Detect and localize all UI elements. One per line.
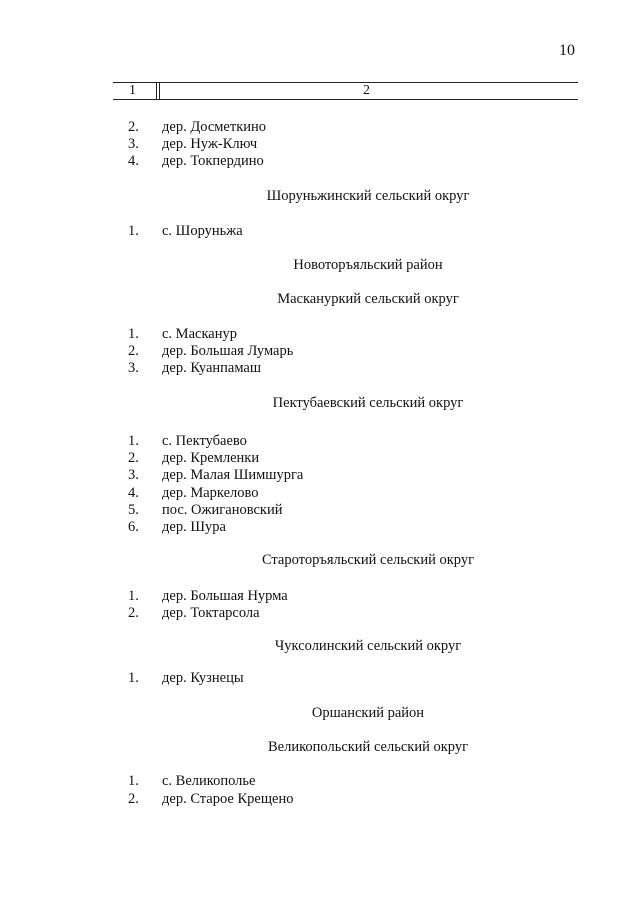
- list-item-number: 1.: [128, 670, 139, 686]
- section-heading: Новоторъяльский район: [293, 257, 443, 273]
- list-item: [128, 605, 260, 622]
- list-item-text: дер. Кремленки: [162, 450, 260, 466]
- section-heading: Великопольский сельский округ: [267, 739, 469, 755]
- list-item-number: 4.: [128, 485, 139, 501]
- list-item-text: дер. Нуж-Ключ: [162, 136, 258, 152]
- list-item: [128, 343, 293, 360]
- list-item-number: 1.: [128, 588, 139, 604]
- list-item-number: 4.: [128, 153, 139, 169]
- list-item-text: с. Масканур: [162, 326, 237, 342]
- list-item-number: 1.: [128, 223, 139, 239]
- list-item-text: дер. Кузнецы: [162, 670, 244, 686]
- list-item-text: дер. Токпердино: [162, 153, 264, 169]
- list-item-number: 3.: [128, 467, 139, 483]
- table-header-top-rule: [113, 82, 578, 83]
- list-item-text: дер. Большая Нурма: [162, 588, 288, 604]
- list-item-text: с. Великополье: [162, 773, 256, 789]
- list-item: [128, 119, 266, 136]
- list-item: [128, 467, 303, 484]
- list-item: [128, 360, 261, 377]
- list-item-number: 3.: [128, 360, 139, 376]
- list-item: [128, 588, 288, 605]
- list-item-number: 2.: [128, 119, 139, 135]
- list-item: [128, 450, 259, 467]
- table-header-col2: 2: [363, 83, 370, 98]
- list-item-number: 2.: [128, 343, 139, 359]
- list-item-number: 2.: [128, 450, 139, 466]
- section-heading: Маскануркий сельский округ: [277, 291, 459, 307]
- list-item-text: с. Пектубаево: [162, 433, 247, 449]
- list-item-text: дер. Маркелово: [162, 485, 259, 501]
- section-heading: Пектубаевский сельский округ: [272, 395, 464, 411]
- list-item: [128, 326, 237, 343]
- table-header-bottom-rule: [113, 99, 578, 100]
- list-item: [128, 433, 247, 450]
- table-header-col1: 1: [129, 83, 136, 98]
- list-item-text: дер. Шура: [162, 519, 226, 535]
- list-item-number: 2.: [128, 605, 139, 621]
- table-header-separator: [159, 82, 160, 100]
- list-item-number: 3.: [128, 136, 139, 152]
- list-item: [128, 153, 264, 170]
- page-number: 10: [559, 42, 575, 59]
- section-heading: Шоруньжинский сельский округ: [266, 188, 470, 204]
- list-item: [128, 223, 243, 240]
- list-item: [128, 502, 282, 519]
- list-item-text: дер. Малая Шимшурга: [162, 467, 304, 483]
- list-item-number: 1.: [128, 326, 139, 342]
- list-item: [128, 519, 226, 536]
- list-item-number: 2.: [128, 791, 139, 807]
- list-item-number: 1.: [128, 433, 139, 449]
- section-heading: Староторъяльский сельский округ: [261, 552, 475, 568]
- list-item: [128, 670, 244, 687]
- list-item: [128, 791, 293, 808]
- list-item-text: с. Шоруньжа: [162, 223, 243, 239]
- list-item-number: 1.: [128, 773, 139, 789]
- list-item-number: 6.: [128, 519, 139, 535]
- table-header-separator: [156, 82, 157, 100]
- list-item-text: дер. Досметкино: [162, 119, 267, 135]
- list-item-text: пос. Ожигановский: [162, 502, 283, 518]
- list-item-text: дер. Большая Лумарь: [162, 343, 294, 359]
- section-heading: Оршанский район: [311, 705, 425, 721]
- list-item-text: дер. Куанпамаш: [162, 360, 262, 376]
- table-header: [113, 82, 578, 100]
- list-item: [128, 773, 255, 790]
- list-item: [128, 136, 257, 153]
- list-item-text: дер. Старое Крещено: [162, 791, 294, 807]
- list-item-text: дер. Токтарсола: [162, 605, 260, 621]
- list-item: [128, 485, 259, 502]
- section-heading: Чуксолинский сельский округ: [274, 638, 462, 654]
- list-item-number: 5.: [128, 502, 139, 518]
